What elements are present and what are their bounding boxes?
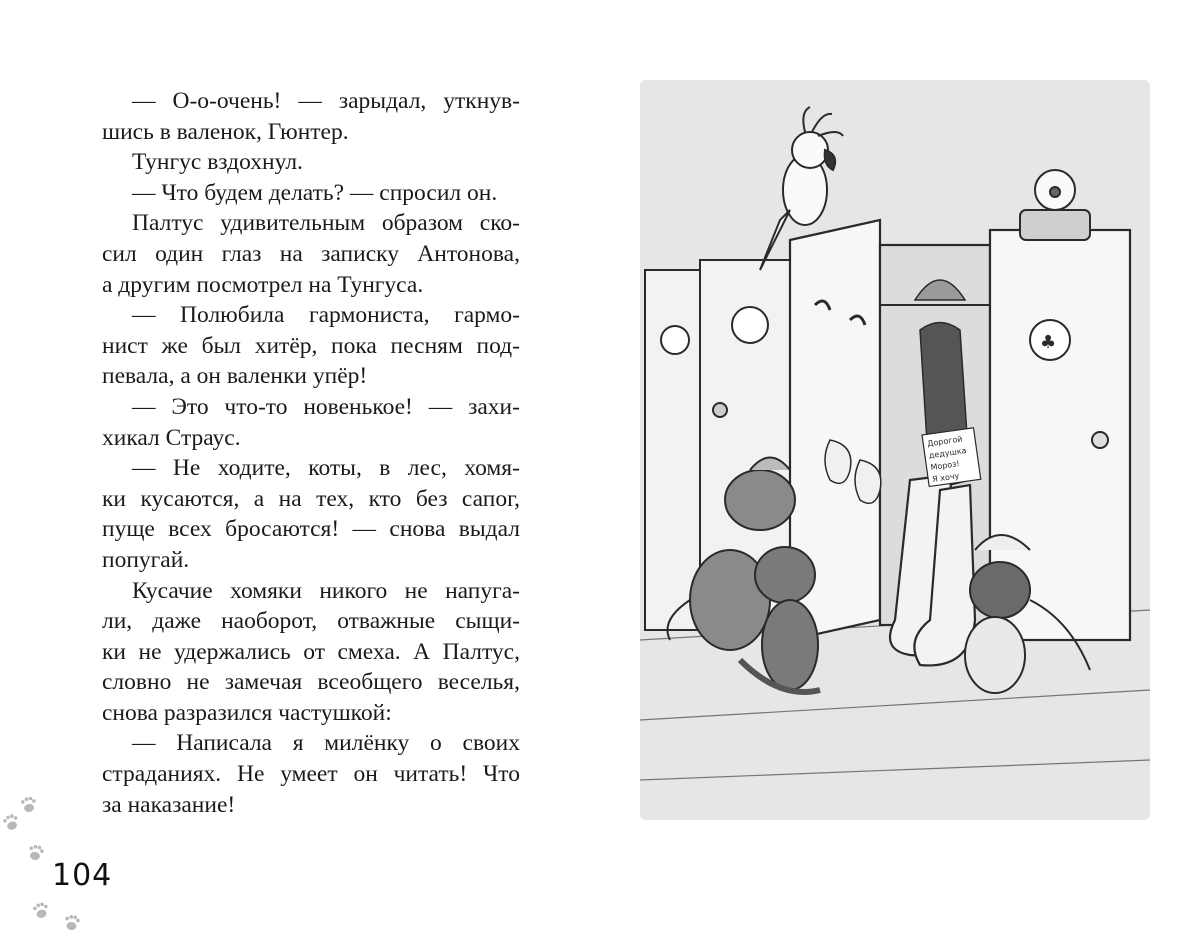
text-line-content: — Что будем делать? — спросил он. <box>132 179 498 206</box>
text-line <box>102 514 520 545</box>
text-word: выдал <box>458 516 520 543</box>
text-line-content: за наказание! <box>102 791 236 818</box>
note-line: Я хочу <box>931 471 960 484</box>
text-word: пуще <box>102 516 155 543</box>
text-line <box>102 86 520 117</box>
text-word: Не <box>172 455 201 482</box>
text-word: — <box>352 516 377 543</box>
text-word: захи- <box>468 393 520 420</box>
text-word: — <box>132 88 156 114</box>
text-word: коты, <box>308 455 362 482</box>
text-word: никого <box>319 577 388 604</box>
text-word: тех, <box>316 485 355 512</box>
text-line <box>102 392 520 423</box>
text-word: словно <box>102 669 172 696</box>
text-word: веселья, <box>437 669 520 696</box>
text-word: гармо- <box>454 302 520 329</box>
text-line <box>102 667 520 698</box>
text-word: Палтус, <box>442 638 520 665</box>
text-word: читать! <box>393 761 468 788</box>
text-word: ско- <box>479 210 520 237</box>
body-text <box>102 86 520 820</box>
text-word: милёнку <box>324 730 410 757</box>
text-word: гармониста, <box>308 302 430 329</box>
text-word: нист <box>102 332 148 359</box>
text-line-content: а другим посмотрел на Тунгуса. <box>102 271 424 298</box>
text-word: глаз <box>221 240 262 267</box>
text-line-content: шись в валенок, Гюнтер. <box>102 118 349 145</box>
text-line-content: певала, а он валенки упёр! <box>102 363 368 390</box>
text-word: — <box>298 88 322 114</box>
text-word: Антонова, <box>417 240 520 267</box>
text-word: уткнув- <box>443 88 520 114</box>
text-line <box>102 300 520 331</box>
text-word: сапог, <box>461 485 520 512</box>
text-word: Не <box>236 761 265 788</box>
text-word: бросаются! <box>225 516 340 543</box>
text-word: снова <box>389 516 446 543</box>
text-line <box>102 759 520 790</box>
text-line <box>102 576 520 607</box>
text-word: Палтус <box>132 210 204 237</box>
text-word: — <box>132 455 156 482</box>
text-line <box>102 208 520 239</box>
text-word: Кусачие <box>132 577 213 604</box>
text-word: а <box>253 485 265 512</box>
text-word: наоборот, <box>221 608 318 635</box>
text-word: Написала <box>176 730 272 757</box>
text-word: хитёр, <box>254 332 318 359</box>
text-word: страданиях. <box>102 761 222 788</box>
text-word: ли, <box>102 608 133 635</box>
text-line <box>102 545 520 576</box>
text-word: без <box>415 485 448 512</box>
text-word: всех <box>168 516 212 543</box>
page-number: 104 <box>52 858 113 893</box>
text-line-content: Тунгус вздохнул. <box>132 149 303 176</box>
paw-print-icon <box>2 813 21 832</box>
text-word: Полюбила <box>180 302 285 329</box>
note-to-santa <box>922 428 981 487</box>
text-line <box>102 728 520 759</box>
illustration-lockers-scene <box>640 80 1150 820</box>
text-word: сил <box>102 240 137 267</box>
text-line <box>102 606 520 637</box>
text-word: хомяки <box>230 577 302 604</box>
paw-print-icon <box>64 915 80 931</box>
text-word: под- <box>476 332 520 359</box>
text-word: — <box>428 393 453 420</box>
text-word: же <box>161 332 188 359</box>
text-word: даже <box>152 608 202 635</box>
text-word: — <box>132 730 156 757</box>
text-word: пока <box>331 332 377 359</box>
svg-text:♣: ♣ <box>1040 332 1057 353</box>
text-word: лес, <box>407 455 447 482</box>
text-word: отважные <box>337 608 436 635</box>
text-word: хомя- <box>464 455 520 482</box>
text-word: песням <box>390 332 463 359</box>
text-line <box>102 270 520 301</box>
text-word: Что <box>483 761 520 788</box>
text-word: от <box>303 638 325 665</box>
text-line <box>102 147 520 178</box>
text-line <box>102 484 520 515</box>
text-line <box>102 637 520 668</box>
text-line-content: хикал Страус. <box>102 424 241 451</box>
text-word: О-о-очень! <box>172 88 282 114</box>
text-word: умеет <box>280 761 338 788</box>
text-word: ки <box>102 638 126 665</box>
paw-prints-decoration <box>0 790 113 937</box>
paw-print-icon <box>20 796 37 813</box>
text-word: что-то <box>224 393 288 420</box>
text-word: не <box>404 577 428 604</box>
text-word: ки <box>102 485 126 512</box>
text-word: о <box>430 730 442 757</box>
note-line: Мороз! <box>929 459 961 473</box>
text-word: кусаются, <box>140 485 240 512</box>
text-word: зарыдал, <box>338 88 427 114</box>
text-word: я <box>292 730 304 757</box>
note-line: дедушка <box>928 446 967 461</box>
text-word: не <box>186 669 210 696</box>
text-word: не <box>138 638 162 665</box>
text-line <box>102 698 520 729</box>
text-word: А <box>413 638 431 665</box>
text-line-content: попугай. <box>102 546 190 573</box>
text-word: замечая <box>224 669 303 696</box>
text-line-content: снова разразился частушкой: <box>102 699 392 726</box>
text-line <box>102 331 520 362</box>
text-line <box>102 423 520 454</box>
text-word: записку <box>321 240 399 267</box>
paw-print-icon <box>32 901 50 919</box>
text-line <box>102 453 520 484</box>
text-word: он <box>353 761 378 788</box>
text-word: в <box>379 455 391 482</box>
text-word: на <box>279 240 303 267</box>
text-word: удивительным <box>220 210 366 237</box>
text-word: Это <box>171 393 209 420</box>
text-line <box>102 790 520 821</box>
text-word: один <box>155 240 204 267</box>
paw-print-icon <box>28 844 45 861</box>
text-word: — <box>132 393 156 420</box>
text-word: был <box>201 332 242 359</box>
text-word: сыщи- <box>455 608 520 635</box>
text-word: ходите, <box>217 455 291 482</box>
text-word: удержались <box>174 638 291 665</box>
text-word: смеха. <box>337 638 401 665</box>
text-line <box>102 117 520 148</box>
text-word: своих <box>462 730 520 757</box>
note-line: Дорогой <box>926 434 963 449</box>
text-line <box>102 239 520 270</box>
text-line <box>102 178 520 209</box>
text-word: напуга- <box>445 577 520 604</box>
text-word: образом <box>381 210 464 237</box>
text-word: новенькое! <box>303 393 413 420</box>
text-word: всеобщего <box>317 669 423 696</box>
text-word: на <box>278 485 302 512</box>
text-word: — <box>132 302 156 329</box>
text-line <box>102 361 520 392</box>
text-word: кто <box>368 485 402 512</box>
